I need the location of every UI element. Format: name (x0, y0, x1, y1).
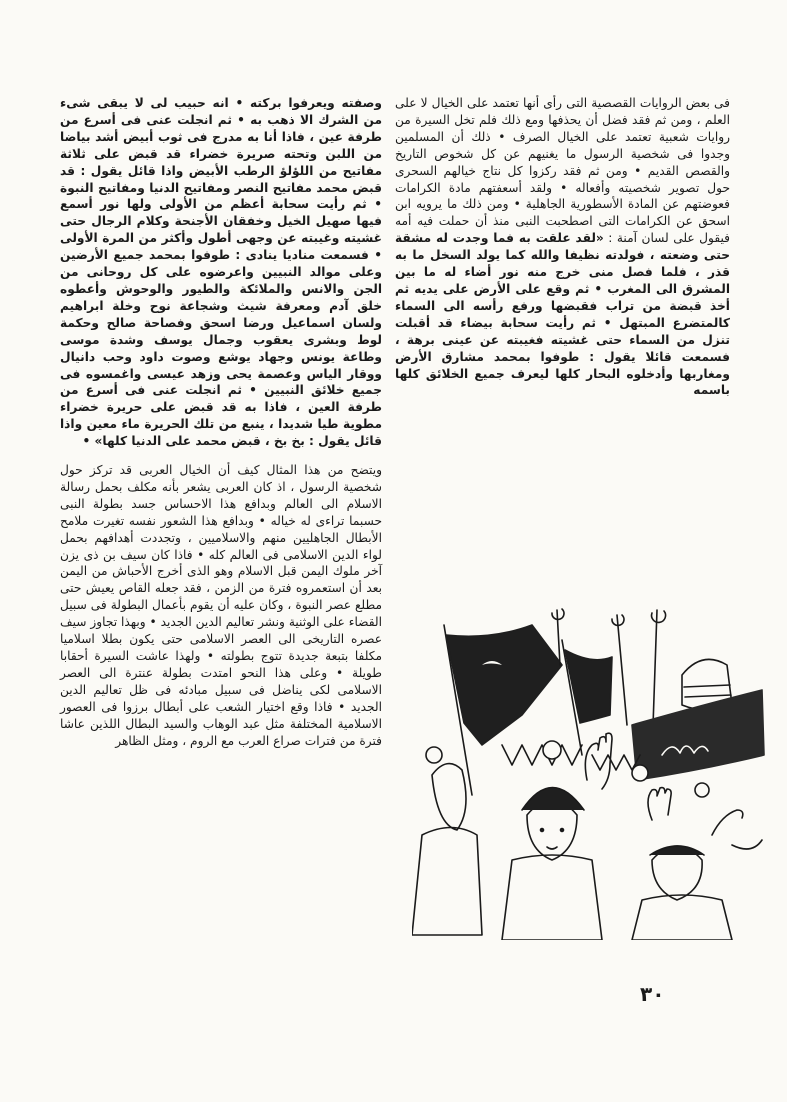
right-column-bold-quote: «لقد علقت به فما وجدت له مشقة حتى وضعته ، فولدته نظيفا والله كما يولد السخل ما به قذر ، فلما فصل منى خرج منه نور أضاء له ما بين المشرق الى المغرب • ثم وقع على الأرض على يديه ثم أخذ قبضة من تراب فقبضها ورفع رأسه الى السماء كالمتضرع المبتهل • ثم رأيت سحابة بيضاء قد أقبلت تنزل من السماء حتى غشيته فغيبته عن عينى برهة ، فسمعت قائلا يقول : طوفوا بمحمد مشارق الأرض ومغاربها وأدخلوه البحار كلها ليعرف جميع الخلائق كلها باسمه (395, 231, 730, 398)
right-column-paragraph (395, 95, 730, 399)
left-text-column (60, 95, 382, 749)
left-column-paragraph: ويتضح من هذا المثال كيف أن الخيال العربى قد تركز حول شخصية الرسول ، اذ كان العربى يشعر بأنه مكلف بحمل رسالة الاسلام الى العالم وبدافع هذا الاحساس جسد بطولة النبى حسبما تراءى له خياله • وبدافع هذا الشعور نفسه تغيرت ملامح الأبطال الجاهليين منهم والاسلاميين ، وتجددت أهدافهم بحمل لواء الدين الاسلامى فى العالم كله • فاذا كان سيف بن ذى يزن آخر ملوك اليمن قبل الاسلام وهو الذى أخرج الأحباش من اليمن بعد أن استعمروه فترة من الزمن ، فقد جعله القاص يعيش حتى مطلع عصر النبوة ، وكان عليه أن يقوم بأعمال البطولة فى سبيل القضاء على الوثنية ونشر تعاليم الدين الجديد • وبهذا تجاوز سيف عصره التاريخى الى العصر الاسلامى حتى يكون بطلا اسلاميا مكلفا بتبعة جديدة تتوج بطولته • ولهذا عاشت السيرة أحقابا طويلة • وعلى هذا النحو امتدت بطولة عنترة الى العصر الاسلامى لكى يناضل فى سبيل مبادئه فى ظل تعاليم الدين الجديد • فاذا وقع اختيار الشعب على أبطال برزوا فى العصور الاسلامية المختلفة مثل عبد الوهاب والسيد البطال اللذين عاشا فترة من فترات صراع العرب مع الروم ، ومثل الظاهر (60, 463, 382, 748)
right-text-column (395, 95, 730, 399)
page-number: ٣٠ (640, 982, 665, 1006)
festival-procession-illustration-icon (412, 605, 772, 940)
right-column-normal-text: فى بعض الروايات القصصية التى رأى أنها تعتمد على الخيال لا على العلم ، ومن ثم فقد فضل أن يحذفها ومع ذلك فلم تخل السيرة من روايات شعبية تعتمد على الخيال الصرف • ذلك أن المسلمين وجدوا فى شخصية الرسول ما يغنيهم عن كل شخوص التاريخ والقصص القديم • ومن ثم فقد ركزوا كل نتاج خيالهم السحرى حول تصوير شخصيته وأفعاله • ولقد أسعفتهم مادة الكرامات فعوضتهم عن المادة الأسطورية الجاهلية • ومن ذلك ما يرويه ابن اسحق عن الكرامات التى اصطحبت النبى منذ أن حملت فيه أمه فيقول على لسان آمنة : (395, 96, 730, 246)
left-column-bold-quote: وصفته ويعرفوا بركته • انه حبيب لى لا يبقى شىء من الشرك الا ذهب به • ثم انجلت عنى فى أسرع من طرفة عين ، فاذا أنا به مدرج فى ثوب أبيض أشد بياضا من اللبن وتحته صريرة خضراء قد قبض على ثلاثة مفاتيح من اللؤلؤ الرطب الأبيض واذا قائل يقول : قد قبض محمد مفاتيح النصر ومفاتيح الدنيا ومفاتيح النبوة • ثم رأيت سحابة أعظم من الأولى ولها نور أسمع فيها صهيل الخيل وخفقان الأجنحة وكلام الرجال حتى غشيته وغيبته عن وجهى أطول وأكثر من المرة الأولى • فسمعت مناديا ينادى : طوفوا بمحمد جميع الأرضين وعلى موالد النبيين واعرضوه على كل روحانى من الجن والانس والملائكة والطيور والوحوش وأعطوه خلق آدم ومعرفة شيث وشجاعة نوح وخلة ابراهيم ولسان اسماعيل ورضا اسحق وفصاحة صالح وحكمة لوط وبشرى يعقوب وجمال يوسف وشدة موسى وطاعة يونس وجهاد يوشع وصوت داود وحب دانيال ووقار الياس وعصمة يحى وزهد عيسى واغمسوه فى جميع خلائق النبيين • ثم انجلت عنى فى أسرع من طرفة العين ، فاذا به قد قبض على حريرة خضراء مطوية طيا شديدا ، ينبع من تلك الحريرة ماء معين واذا قائل يقول : بخ بخ ، قبض محمد على الدنيا كلها» • (60, 96, 382, 449)
